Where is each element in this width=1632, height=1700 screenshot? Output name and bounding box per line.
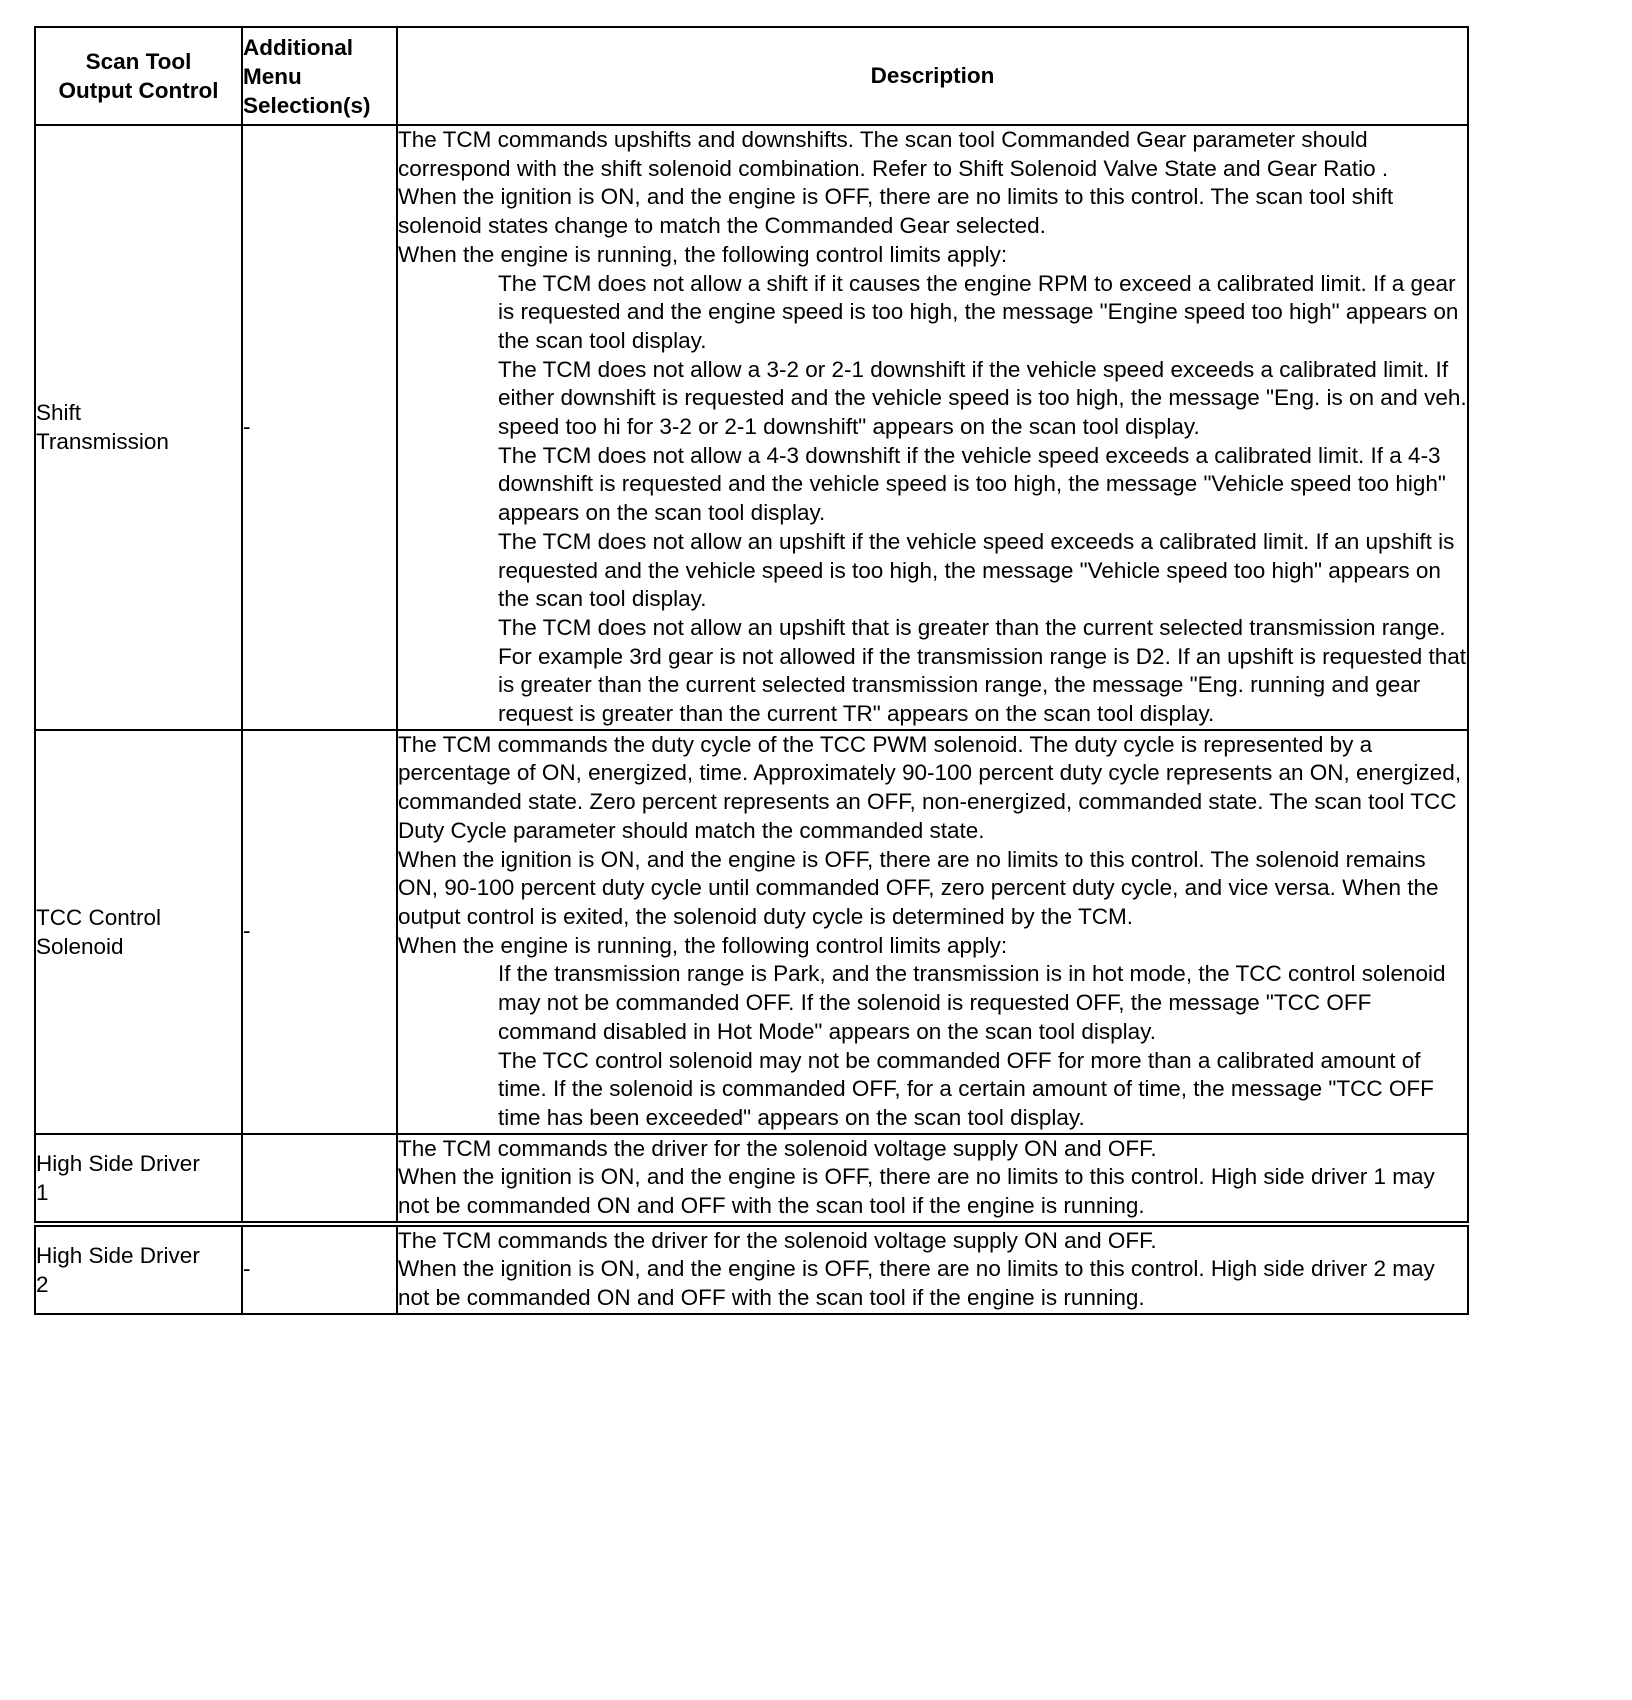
table-row bbox=[35, 730, 1468, 1134]
description-paragraph: When the engine is running, the following control limits apply: bbox=[398, 932, 1008, 958]
description-paragraph: When the ignition is ON, and the engine is OFF, there are no limits to this control. High side driver 1 may not be commanded ON and OFF with the scan tool if the engine is running. bbox=[398, 1164, 1435, 1219]
control-limit-item: If the transmission range is Park, and the transmission is in hot mode, the TCC control solenoid may not be commanded OFF. If the solenoid is requested OFF, the message "TCC OFF command disabled in Hot Mode" appears on the scan tool display. bbox=[498, 961, 1446, 1044]
header-additional-menu-selections bbox=[242, 27, 397, 125]
description-paragraph: When the ignition is ON, and the engine is OFF, there are no limits to this control. High side driver 2 may not be commanded ON and OFF with the scan tool if the engine is running. bbox=[398, 1256, 1435, 1311]
output-control-name bbox=[35, 730, 242, 1134]
menu-selection bbox=[242, 1134, 397, 1224]
control-limit-item: The TCM does not allow a shift if it causes the engine RPM to exceed a calibrated limit. If a gear is requested and the engine speed is too high, the message "Engine speed too high" appears on the scan tool display. bbox=[498, 270, 1459, 353]
description-cell bbox=[397, 730, 1468, 1134]
menu-selection: - bbox=[242, 125, 397, 730]
header-line: Scan Tool bbox=[85, 49, 192, 74]
description-paragraph: The TCM commands upshifts and downshifts. The scan tool Commanded Gear parameter should correspond with the shift solenoid combination. Refer to Shift Solenoid Valve State and Gear Ratio . bbox=[398, 127, 1389, 181]
name-line: TCC Control bbox=[36, 904, 162, 930]
name-line: 1 bbox=[36, 1179, 49, 1205]
table-row bbox=[35, 1224, 1468, 1314]
description-paragraph: The TCM commands the driver for the solenoid voltage supply ON and OFF. bbox=[398, 1227, 1157, 1253]
header-line: Additional bbox=[243, 34, 353, 60]
name-line: Shift bbox=[36, 400, 82, 426]
description-cell bbox=[397, 125, 1468, 730]
control-limit-item: The TCM does not allow an upshift that is greater than the current selected transmission range. For example 3rd gear is not allowed if the transmission range is D2. If an upshift is requested that is greater than the current selected transmission range, the message "Eng. running and gear request is greater than the current TR" appears on the scan tool display. bbox=[498, 614, 1466, 727]
description-cell bbox=[397, 1134, 1468, 1224]
output-control-name bbox=[35, 125, 242, 730]
name-line: 2 bbox=[36, 1271, 49, 1297]
header-line: Menu bbox=[243, 63, 302, 89]
description-cell bbox=[397, 1224, 1468, 1314]
header-line: Output Control bbox=[58, 78, 219, 103]
menu-selection: - bbox=[242, 1224, 397, 1314]
header-description: Description bbox=[397, 27, 1468, 125]
description-paragraph: When the ignition is ON, and the engine is OFF, there are no limits to this control. The scan tool shift solenoid states change to match the Commanded Gear selected. bbox=[398, 184, 1394, 239]
description-paragraph: The TCM commands the duty cycle of the TCC PWM solenoid. The duty cycle is represented by a percentage of ON, energized, time. Approximately 90-100 percent duty cycle represents an ON, energized, commanded state. Zero percent represents an OFF, non-energized, commanded state. The scan tool TCC Duty Cycle parameter should match the commanded state. bbox=[398, 731, 1462, 843]
menu-selection: - bbox=[242, 730, 397, 1134]
description-paragraph: When the engine is running, the following control limits apply: bbox=[398, 241, 1008, 267]
output-control-table bbox=[34, 26, 1469, 1315]
name-line: High Side Driver bbox=[36, 1150, 200, 1176]
name-line: High Side Driver bbox=[36, 1242, 200, 1268]
header-line: Selection(s) bbox=[243, 92, 371, 118]
table-row bbox=[35, 1134, 1468, 1224]
header-scan-tool-output-control bbox=[35, 27, 242, 125]
output-control-name bbox=[35, 1224, 242, 1314]
name-line: Transmission bbox=[36, 429, 169, 455]
control-limit-item: The TCM does not allow a 3-2 or 2-1 downshift if the vehicle speed exceeds a calibrated limit. If either downshift is requested and the vehicle speed is too high, the message "Eng. is on and veh. speed too hi for 3-2 or 2-1 downshift" appears on the scan tool display. bbox=[498, 356, 1467, 440]
control-limit-item: The TCM does not allow an upshift if the vehicle speed exceeds a calibrated limit. If an upshift is requested and the vehicle speed is too high, the message "Vehicle speed too high" appears on the scan tool display. bbox=[498, 528, 1455, 612]
name-line: Solenoid bbox=[36, 933, 124, 959]
control-limit-item: The TCM does not allow a 4-3 downshift if the vehicle speed exceeds a calibrated limit. If a 4-3 downshift is requested and the vehicle speed is too high, the message "Vehicle speed too high" appears on the scan tool display. bbox=[498, 442, 1446, 526]
table-row bbox=[35, 125, 1468, 730]
control-limit-item: The TCC control solenoid may not be commanded OFF for more than a calibrated amount of time. If the solenoid is commanded OFF, for a certain amount of time, the message "TCC OFF time has been exceeded" appears on the scan tool display. bbox=[498, 1047, 1434, 1130]
description-paragraph: When the ignition is ON, and the engine is OFF, there are no limits to this control. The solenoid remains ON, 90-100 percent duty cycle until commanded OFF, zero percent duty cycle, and vice versa. When the output control is exited, the solenoid duty cycle is determined by the TCM. bbox=[398, 846, 1439, 929]
table-header-row bbox=[35, 27, 1468, 125]
description-paragraph: The TCM commands the driver for the solenoid voltage supply ON and OFF. bbox=[398, 1135, 1157, 1161]
output-control-name bbox=[35, 1134, 242, 1224]
